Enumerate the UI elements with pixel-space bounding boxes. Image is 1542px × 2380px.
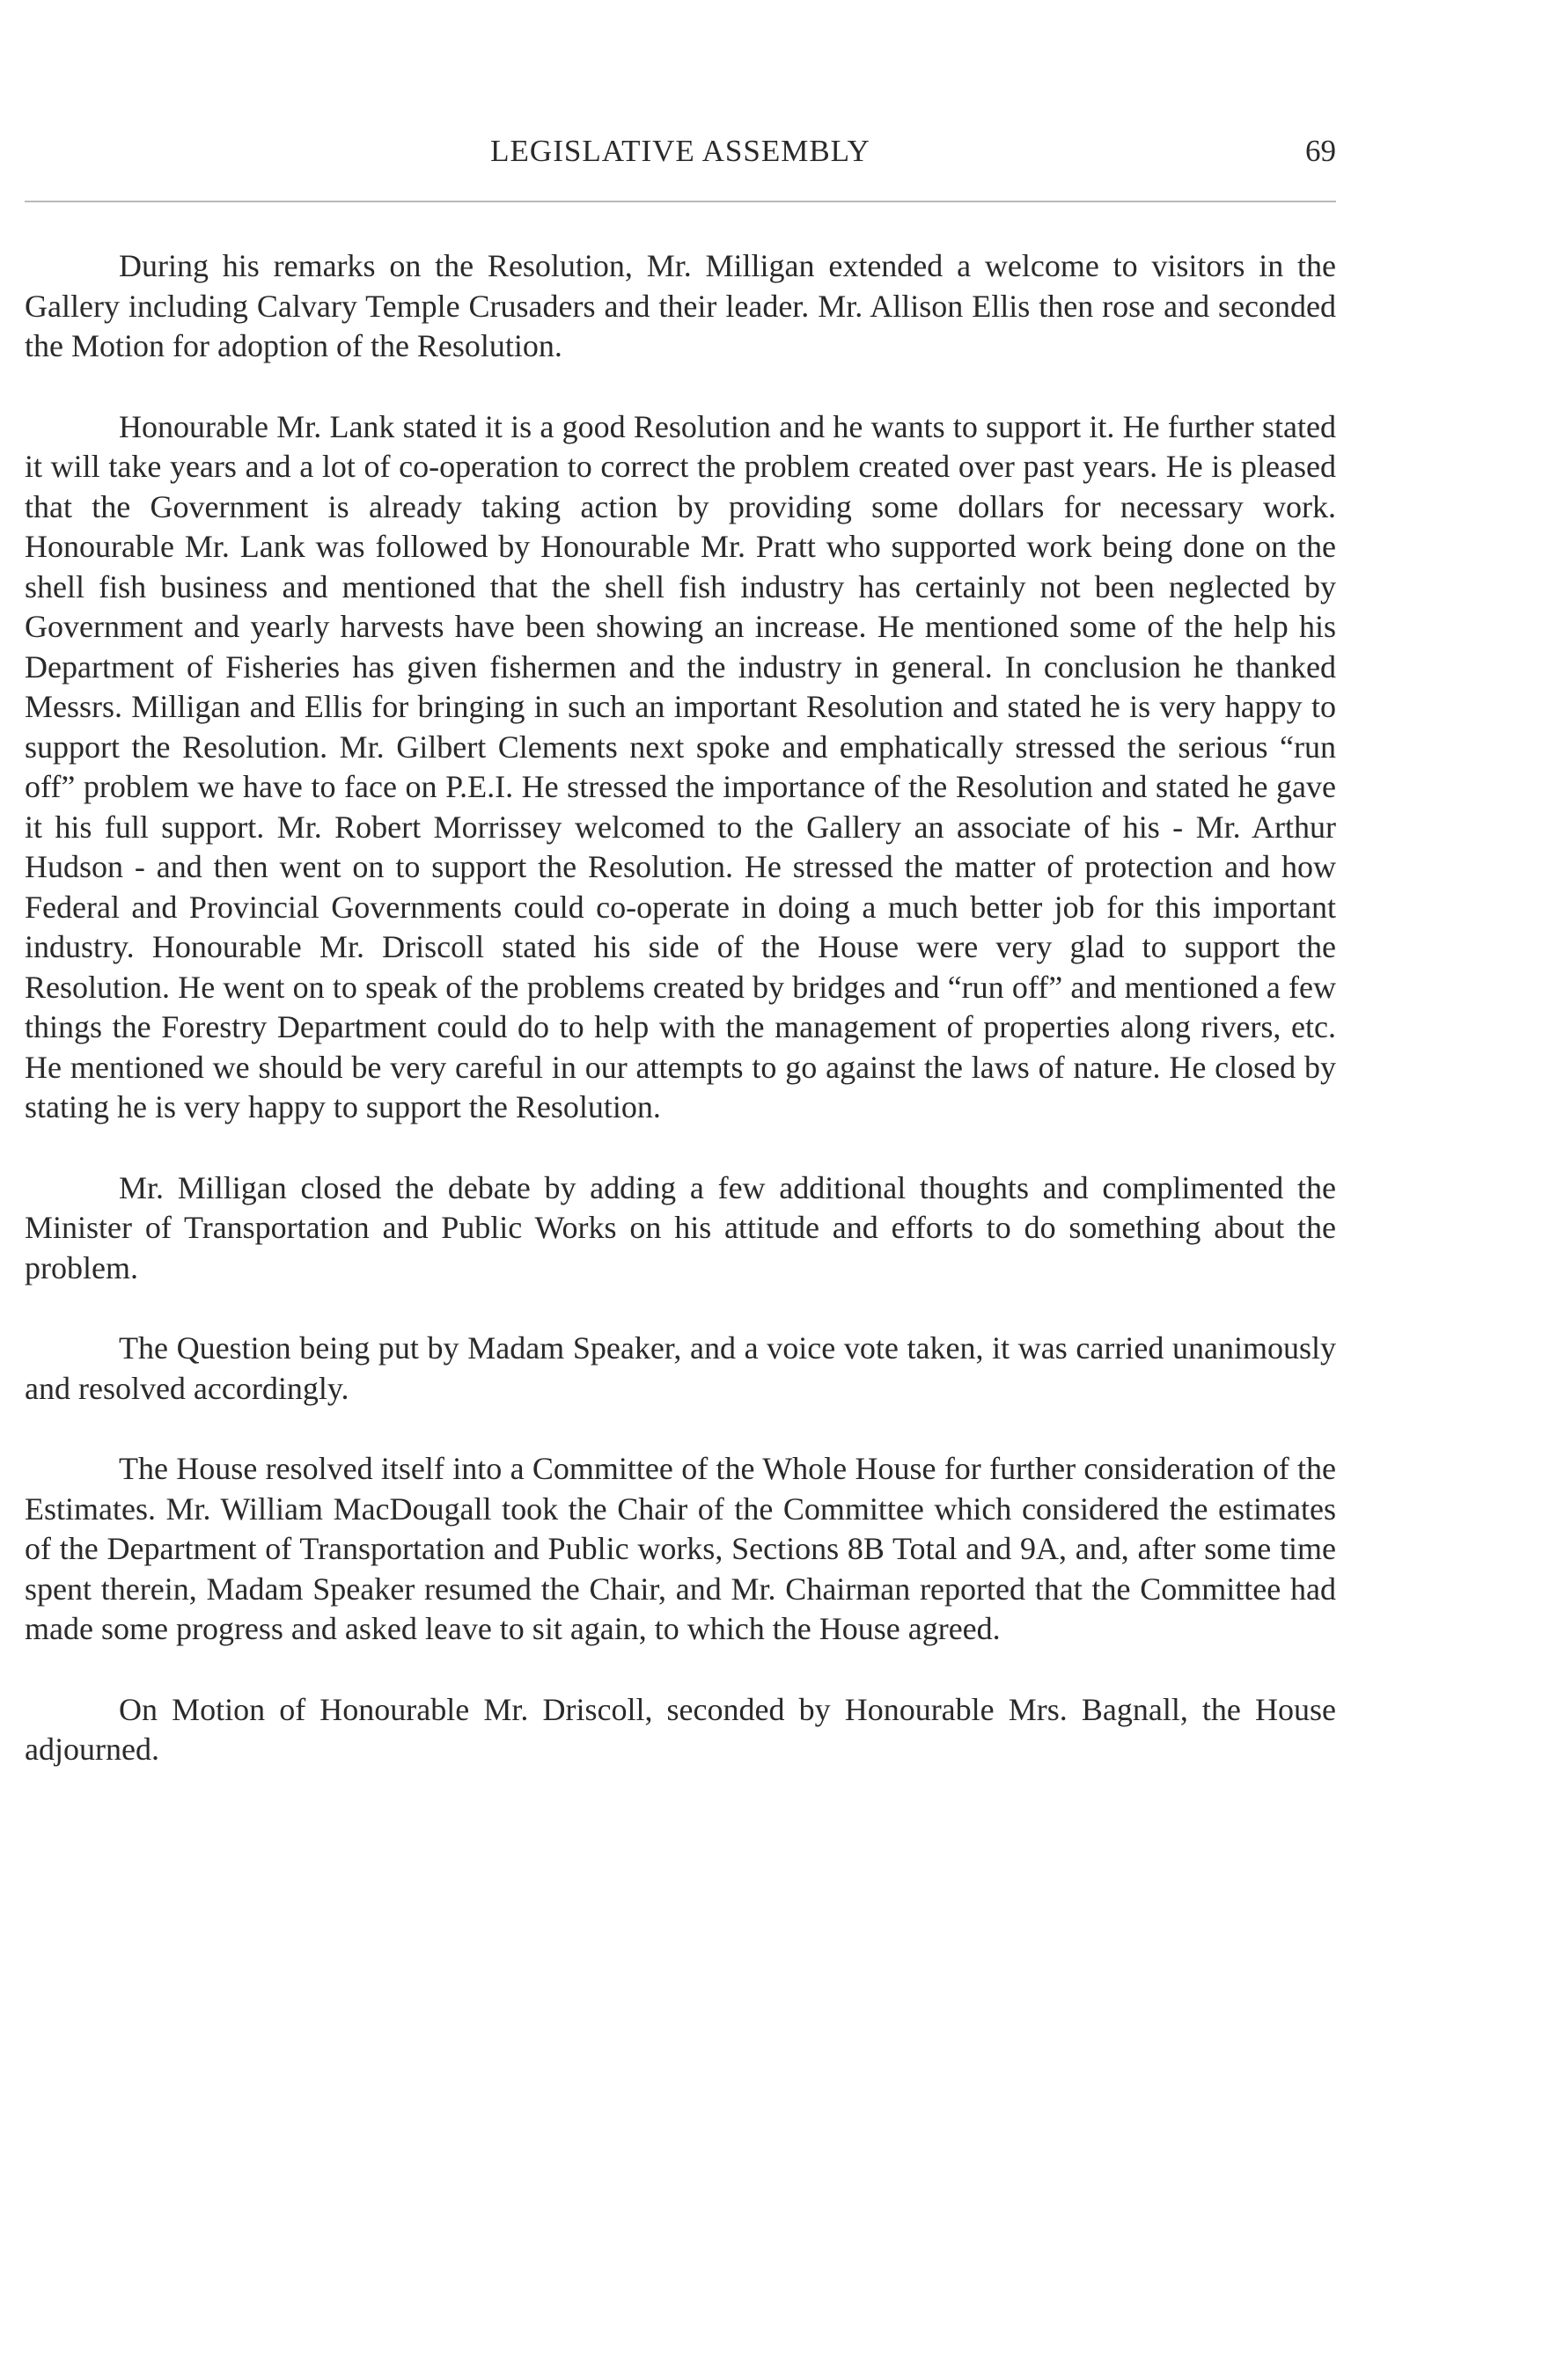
paragraph-debate: Honourable Mr. Lank stated it is a good Resolution and he wants to support it. He further stated it will take years and a lot of co-operation to correct the problem created over past years. He is pleased that the Government is already taking action by providing some dollars for necessary work. Honourable Mr. Lank was followed by Honourable Mr. Pratt who supported work being done on the shell fish business and mentioned that the shell fish industry has certainly not been neglected by Government and yearly harvests have been showing an increase. He mentioned some of the help his Department of Fisheries has given fishermen and the industry in general. In conclusion he thanked Messrs. Milligan and Ellis for bringing in such an important Resolution and stated he is very happy to support the Resolution. Mr. Gilbert Clements next spoke and emphatically stressed the serious “run off” problem we have to face on P.E.I. He stressed the importance of the Resolution and stated he gave it his full support. Mr. Robert Morrissey welcomed to the Gallery an associate of his - Mr. Arthur Hudson - and then went on to support the Resolution. He stressed the matter of protection and how Federal and Provincial Governments could co-operate in doing a much better job for this important industry. Honourable Mr. Driscoll stated his side of the House were very glad to support the Resolution. He went on to speak of the problems created by bridges and “run off” and mentioned a few things the Forestry Department could do to help with the management of properties along rivers, etc. He mentioned we should be very careful in our attempts to go against the laws of nature. He closed by stating he is very happy to support the Resolution. <box>25 408 1336 1124</box>
paragraph-adjournment: On Motion of Honourable Mr. Driscoll, seconded by Honourable Mrs. Bagnall, the House adjourned. <box>25 1691 1336 1767</box>
page-number: 69 <box>1305 134 1336 168</box>
paragraph-committee: The House resolved itself into a Committee of the Whole House for further consideration of the Estimates. Mr. William MacDougall took the Chair of the Committee which considered the estimates of the Department of Transportation and Public works, Sections 8B Total and 9A, and, after some time spent therein, Madam Speaker resumed the Chair, and Mr. Chairman reported that the Committee had made some progress and asked leave to sit again, to which the House agreed. <box>25 1451 1336 1646</box>
paragraph-closing-remarks: Mr. Milligan closed the debate by adding a few additional thoughts and complimented the Minister of Transportation and Public Works on his attitude and efforts to do something about the problem. <box>25 1169 1336 1285</box>
paragraph-gallery-welcome: During his remarks on the Resolution, Mr. Milligan extended a welcome to visitors in the Gallery including Calvary Temple Crusaders and their leader. Mr. Allison Ellis then rose and seconded the Motion for adoption of the Resolution. <box>25 248 1336 363</box>
header-rule <box>25 201 1336 202</box>
running-title: LEGISLATIVE ASSEMBLY <box>490 134 870 168</box>
page-header <box>25 134 1336 178</box>
paragraph-vote: The Question being put by Madam Speaker, and a voice vote taken, it was carried unanimously and resolved accordingly. <box>25 1330 1336 1406</box>
document-body <box>25 246 1336 1811</box>
